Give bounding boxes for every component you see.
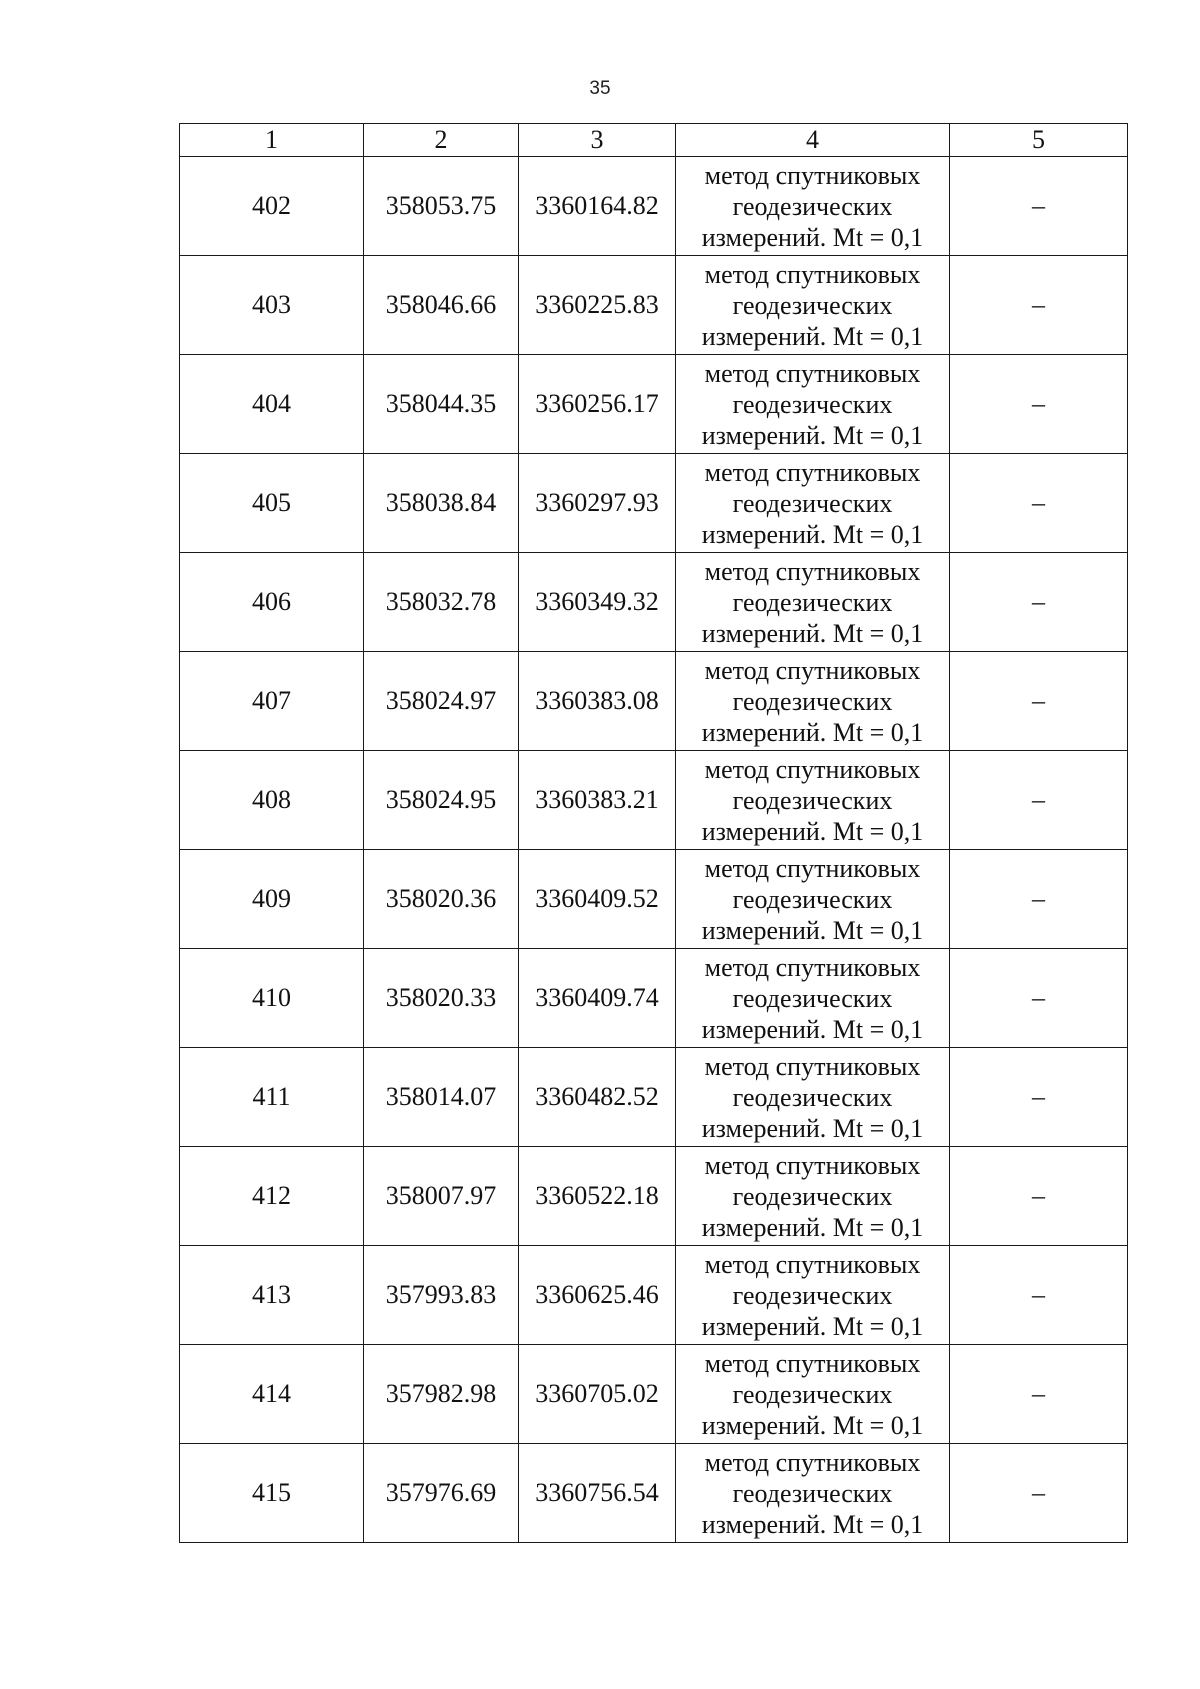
note-cell: – (950, 1444, 1128, 1543)
method-line: геодезических (732, 1181, 893, 1211)
method-line: метод спутниковых (704, 1150, 921, 1180)
method-line: метод спутниковых (704, 1348, 921, 1378)
y-coordinate-cell: 3360756.54 (519, 1444, 676, 1543)
method-line: измерений. Mt = 0,1 (701, 618, 924, 648)
table-row (180, 1147, 1128, 1246)
method-line: геодезических (732, 290, 893, 320)
x-coordinate-cell: 357976.69 (364, 1444, 519, 1543)
method-line: метод спутниковых (704, 655, 921, 685)
note-cell: – (950, 553, 1128, 652)
x-coordinate-cell: 358024.97 (364, 652, 519, 751)
table-row (180, 850, 1128, 949)
method-cell (676, 157, 950, 256)
method-line: измерений. Mt = 0,1 (701, 321, 924, 351)
x-coordinate-cell: 358032.78 (364, 553, 519, 652)
coordinates-table (179, 123, 1128, 1543)
method-line: измерений. Mt = 0,1 (701, 816, 924, 846)
method-cell (676, 553, 950, 652)
y-coordinate-cell: 3360225.83 (519, 256, 676, 355)
y-coordinate-cell: 3360522.18 (519, 1147, 676, 1246)
method-line: геодезических (732, 488, 893, 518)
note-cell: – (950, 256, 1128, 355)
y-coordinate-cell: 3360409.74 (519, 949, 676, 1048)
method-line: метод спутниковых (704, 160, 921, 190)
x-coordinate-cell: 357993.83 (364, 1246, 519, 1345)
point-number-cell: 402 (180, 157, 364, 256)
column-header-3: 3 (519, 124, 676, 157)
method-line: измерений. Mt = 0,1 (701, 1014, 924, 1044)
x-coordinate-cell: 358046.66 (364, 256, 519, 355)
table-row (180, 949, 1128, 1048)
point-number-cell: 405 (180, 454, 364, 553)
table-row (180, 1246, 1128, 1345)
table-header (180, 124, 1128, 157)
method-line: измерений. Mt = 0,1 (701, 1212, 924, 1242)
table-row (180, 1345, 1128, 1444)
note-cell: – (950, 652, 1128, 751)
method-cell (676, 850, 950, 949)
point-number-cell: 414 (180, 1345, 364, 1444)
note-cell: – (950, 751, 1128, 850)
point-number-cell: 415 (180, 1444, 364, 1543)
table-row (180, 1444, 1128, 1543)
method-line: геодезических (732, 1280, 893, 1310)
method-cell (676, 256, 950, 355)
y-coordinate-cell: 3360256.17 (519, 355, 676, 454)
note-cell: – (950, 157, 1128, 256)
point-number-cell: 404 (180, 355, 364, 454)
column-header-2: 2 (364, 124, 519, 157)
x-coordinate-cell: 358044.35 (364, 355, 519, 454)
note-cell: – (950, 1147, 1128, 1246)
x-coordinate-cell: 357982.98 (364, 1345, 519, 1444)
table-row (180, 157, 1128, 256)
method-line: геодезических (732, 587, 893, 617)
point-number-cell: 403 (180, 256, 364, 355)
method-line: измерений. Mt = 0,1 (701, 1410, 924, 1440)
method-line: измерений. Mt = 0,1 (701, 1509, 924, 1539)
method-cell (676, 652, 950, 751)
method-cell (676, 751, 950, 850)
x-coordinate-cell: 358038.84 (364, 454, 519, 553)
y-coordinate-cell: 3360383.21 (519, 751, 676, 850)
note-cell: – (950, 355, 1128, 454)
y-coordinate-cell: 3360705.02 (519, 1345, 676, 1444)
note-cell: – (950, 1246, 1128, 1345)
y-coordinate-cell: 3360482.52 (519, 1048, 676, 1147)
point-number-cell: 407 (180, 652, 364, 751)
note-cell: – (950, 949, 1128, 1048)
point-number-cell: 406 (180, 553, 364, 652)
method-line: измерений. Mt = 0,1 (701, 717, 924, 747)
method-line: метод спутниковых (704, 1249, 921, 1279)
method-line: метод спутниковых (704, 1051, 921, 1081)
method-line: измерений. Mt = 0,1 (701, 1113, 924, 1143)
method-line: геодезических (732, 191, 893, 221)
point-number-cell: 408 (180, 751, 364, 850)
point-number-cell: 412 (180, 1147, 364, 1246)
method-line: геодезических (732, 884, 893, 914)
note-cell: – (950, 1048, 1128, 1147)
table-row (180, 652, 1128, 751)
note-cell: – (950, 454, 1128, 553)
method-line: геодезических (732, 1478, 893, 1508)
method-line: измерений. Mt = 0,1 (701, 915, 924, 945)
method-cell (676, 1048, 950, 1147)
y-coordinate-cell: 3360297.93 (519, 454, 676, 553)
point-number-cell: 413 (180, 1246, 364, 1345)
point-number-cell: 411 (180, 1048, 364, 1147)
table-row (180, 355, 1128, 454)
column-header-5: 5 (950, 124, 1128, 157)
column-header-1: 1 (180, 124, 364, 157)
point-number-cell: 410 (180, 949, 364, 1048)
method-cell (676, 1147, 950, 1246)
y-coordinate-cell: 3360383.08 (519, 652, 676, 751)
method-line: метод спутниковых (704, 1447, 921, 1477)
x-coordinate-cell: 358007.97 (364, 1147, 519, 1246)
x-coordinate-cell: 358024.95 (364, 751, 519, 850)
x-coordinate-cell: 358020.33 (364, 949, 519, 1048)
note-cell: – (950, 850, 1128, 949)
page-number: 35 (589, 78, 611, 99)
y-coordinate-cell: 3360409.52 (519, 850, 676, 949)
table-row (180, 454, 1128, 553)
method-line: метод спутниковых (704, 754, 921, 784)
method-cell (676, 1345, 950, 1444)
method-line: измерений. Mt = 0,1 (701, 420, 924, 450)
note-cell: – (950, 1345, 1128, 1444)
x-coordinate-cell: 358053.75 (364, 157, 519, 256)
column-header-4: 4 (676, 124, 950, 157)
method-cell (676, 1444, 950, 1543)
method-line: геодезических (732, 1379, 893, 1409)
y-coordinate-cell: 3360625.46 (519, 1246, 676, 1345)
method-line: метод спутниковых (704, 358, 921, 388)
x-coordinate-cell: 358020.36 (364, 850, 519, 949)
method-line: измерений. Mt = 0,1 (701, 1311, 924, 1341)
table-row (180, 751, 1128, 850)
method-line: метод спутниковых (704, 853, 921, 883)
method-cell (676, 949, 950, 1048)
method-line: измерений. Mt = 0,1 (701, 519, 924, 549)
method-line: метод спутниковых (704, 259, 921, 289)
method-line: метод спутниковых (704, 952, 921, 982)
method-line: метод спутниковых (704, 556, 921, 586)
y-coordinate-cell: 3360349.32 (519, 553, 676, 652)
method-line: геодезических (732, 686, 893, 716)
method-cell (676, 1246, 950, 1345)
header-row (180, 124, 1128, 157)
method-line: геодезических (732, 389, 893, 419)
point-number-cell: 409 (180, 850, 364, 949)
method-cell (676, 454, 950, 553)
table-row (180, 1048, 1128, 1147)
table-row (180, 256, 1128, 355)
method-line: геодезических (732, 785, 893, 815)
method-line: геодезических (732, 1082, 893, 1112)
method-cell (676, 355, 950, 454)
table-body (180, 157, 1128, 1543)
method-line: геодезических (732, 983, 893, 1013)
method-line: метод спутниковых (704, 457, 921, 487)
y-coordinate-cell: 3360164.82 (519, 157, 676, 256)
method-line: измерений. Mt = 0,1 (701, 222, 924, 252)
table-row (180, 553, 1128, 652)
x-coordinate-cell: 358014.07 (364, 1048, 519, 1147)
